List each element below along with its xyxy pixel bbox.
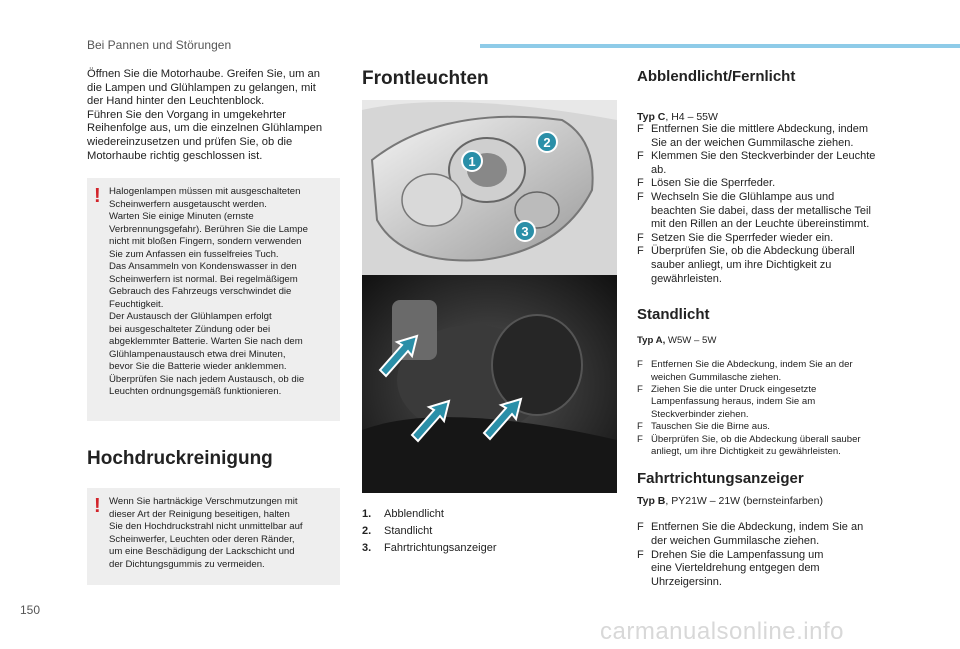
warning-text: Wenn Sie hartnäckige Verschmutzungen mit dieser Art der Reinigung beseitigen, halten Sie den Hochdruckstrahl nicht unmittelbar auf Scheinwerfer, Leuchten oder deren Ränder, um eine Beschädigung der Lackschicht und der Dichtungsgummis zu vermeiden. <box>109 496 303 570</box>
watermark: carmanualsonline.info <box>600 618 844 645</box>
warning-box-pressure-wash <box>87 488 340 585</box>
list-item: F Klemmen Sie den Steckverbinder der Leuchte ab. <box>637 150 876 176</box>
intro-line: die Lampen und Glühlampen zu gelangen, mit <box>87 81 316 94</box>
list-item: F Ziehen Sie die unter Druck eingesetzte Lampenfassung heraus, indem Sie am Steckverbinder ziehen. <box>637 383 817 420</box>
heading-abblendlicht: Abblendlicht/Fernlicht <box>637 68 796 85</box>
warning-box-halogen <box>87 178 340 421</box>
list-item: F Drehen Sie die Lampenfassung um eine Vierteldrehung entgegen dem Uhrzeigersinn. <box>637 548 824 588</box>
list-item: F Tauschen Sie die Birne aus. <box>637 421 770 433</box>
chapter-accent-bar <box>480 44 960 48</box>
spec-type-a: Typ A, W5W – 5W <box>637 335 717 347</box>
intro-line: der Hand hinter den Leuchtenblock. <box>87 95 265 108</box>
list-item: F Entfernen Sie die mittlere Abdeckung, indem Sie an der weichen Gummilasche ziehen. <box>637 123 869 149</box>
heading-frontleuchten: Frontleuchten <box>362 68 489 89</box>
intro-line: Reihenfolge aus, um die einzelnen Glühlampen <box>87 122 323 135</box>
steps-standlicht <box>637 359 887 458</box>
chapter-title: Bei Pannen und Störungen <box>87 38 232 52</box>
list-item: F Lösen Sie die Sperrfeder. <box>637 177 776 190</box>
legend-item: 1. Abblendlicht <box>362 508 444 520</box>
intro-line: Motorhaube richtig geschlossen ist. <box>87 149 263 162</box>
legend-item: 2. Standlicht <box>362 525 433 537</box>
list-item: F Überprüfen Sie, ob die Abdeckung überall sauber anliegt, um ihre Dichtigkeit zu gewährleisten. <box>637 433 861 457</box>
list-item: F Setzen Sie die Sperrfeder wieder ein. <box>637 231 834 244</box>
list-item: F Wechseln Sie die Glühlampe aus und beachten Sie dabei, dass der metallische Teil mit den Rillen an der Leuchte übereinstimmt. <box>637 190 871 231</box>
warning-icon: ! <box>94 185 101 208</box>
list-item: F Entfernen Sie die Abdeckung, indem Sie an der weichen Gummilasche ziehen. <box>637 521 864 547</box>
warning-text: Halogenlampen müssen mit ausgeschalteten Scheinwerfern ausgetauscht werden. Warten Sie einige Minuten (ernste Verbrennungsgefahr). Berühren Sie die Lampe nicht mit bloßen Fingern, sondern verwenden Sie zum Anfassen ein fusselfreies Tuch. Das Ansammeln von Kondenswasser in den Scheinwerfern ist normal. Bei regelmäßigem Gebrauch des Fahrzeugs verschwindet die Feuchtigkeit. Der Austausch der Glühlampen erfolgt bei ausgeschalteter Zündung oder bei abgeklemmter Batterie. Warten Sie nach dem Glühlampenaustausch etwa drei Minuten, bevor Sie die Batterie wieder anklemmen. Überprüfen Sie nach jedem Austausch, ob die Leuchten ordnungsgemäß funktionieren. <box>109 186 308 398</box>
heading-hochdruckreinigung: Hochdruckreinigung <box>87 448 273 470</box>
steps-abblendlicht <box>637 123 887 286</box>
callout-2: 2 <box>543 135 551 150</box>
intro-line: Führen Sie den Vorgang in umgekehrter <box>87 108 287 121</box>
left-column <box>87 68 340 585</box>
spec-type-b: Typ B, PY21W – 21W (bernsteinfarben) <box>637 495 823 508</box>
callout-3: 3 <box>521 224 529 239</box>
list-item: F Entfernen Sie die Abdeckung, indem Sie an der weichen Gummilasche ziehen. <box>637 359 853 383</box>
spec-type-c: Typ C, H4 – 55W <box>637 111 718 123</box>
warning-icon: ! <box>94 495 101 518</box>
intro-paragraph <box>87 68 340 163</box>
headlight-illustration <box>362 100 617 493</box>
callout-1: 1 <box>468 154 476 169</box>
intro-line: wiedereinzusetzen und prüfen Sie, ob die <box>87 135 293 148</box>
right-column <box>637 68 887 589</box>
page-number: 150 <box>20 603 41 617</box>
headlight-drawing <box>362 100 617 493</box>
steps-fahrtrichtungsanzeiger <box>637 521 887 589</box>
figure-legend <box>362 506 497 557</box>
heading-fahrtrichtungsanzeiger: Fahrtrichtungsanzeiger <box>637 470 804 488</box>
intro-line: Öffnen Sie die Motorhaube. Greifen Sie, um an <box>87 68 321 80</box>
heading-standlicht: Standlicht <box>637 306 710 324</box>
list-item: F Überprüfen Sie, ob die Abdeckung überall sauber anliegt, um ihre Dichtigkeit zu gewährleisten. <box>637 245 855 285</box>
legend-item: 3. Fahrtrichtungsanzeiger <box>362 542 497 554</box>
middle-column <box>362 68 617 90</box>
